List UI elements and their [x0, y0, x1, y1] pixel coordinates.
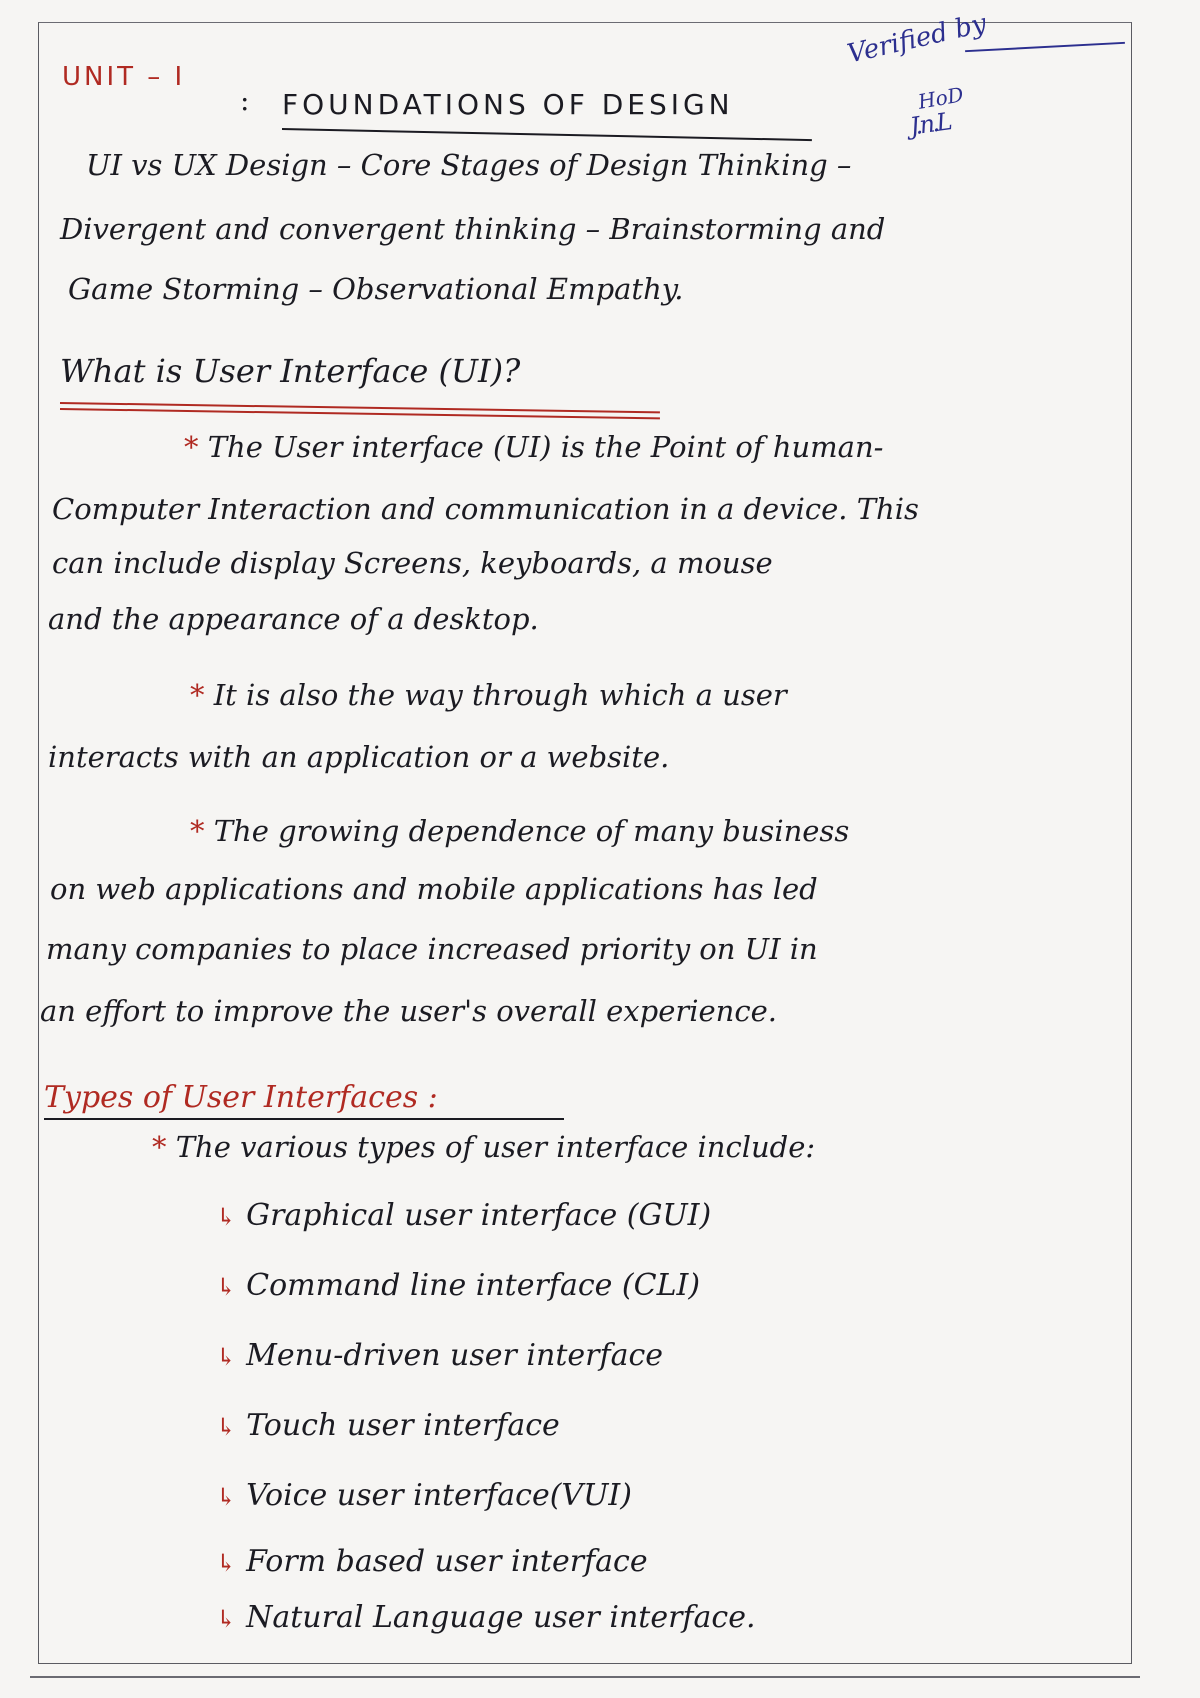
list-item-text: Graphical user interface (GUI)	[246, 1198, 712, 1233]
unit-label: UNIT – I	[62, 62, 186, 92]
syllabus-line: UI vs UX Design – Core Stages of Design Thinking –	[86, 148, 852, 182]
list-item	[216, 1478, 632, 1513]
paragraph-line: interacts with an application or a website.	[48, 740, 670, 774]
hod-note: HoD	[916, 82, 966, 114]
verified-by-note: Verified by	[844, 8, 990, 70]
syllabus-line: Divergent and convergent thinking – Brainstorming and	[60, 212, 886, 246]
list-item-text: Touch user interface	[246, 1408, 560, 1443]
paragraph-line	[184, 430, 883, 464]
signature: J.n.L	[908, 107, 952, 141]
paragraph-text: The User interface (UI) is the Point of human-	[207, 430, 884, 464]
section-heading-types: Types of User Interfaces :	[44, 1080, 438, 1115]
paragraph-line	[190, 678, 787, 712]
list-item-text: Form based user interface	[246, 1544, 648, 1579]
arrow-bullet-icon: ↳	[216, 1273, 237, 1301]
list-item-text: Voice user interface(VUI)	[246, 1478, 632, 1513]
page-title: FOUNDATIONS OF DESIGN	[282, 88, 734, 121]
arrow-bullet-icon: ↳	[216, 1483, 237, 1511]
page-bottom-rule	[30, 1676, 1140, 1678]
section-heading-ui: What is User Interface (UI)?	[60, 352, 521, 390]
paragraph-line: and the appearance of a desktop.	[48, 602, 539, 636]
list-item	[216, 1338, 663, 1373]
list-item-text: Menu-driven user interface	[246, 1338, 664, 1373]
paragraph-line: many companies to place increased priority on UI in	[46, 932, 818, 966]
arrow-bullet-icon: ↳	[216, 1413, 237, 1441]
bullet-star: *	[184, 430, 199, 464]
heading-underline	[44, 1118, 564, 1120]
list-item-text: Natural Language user interface.	[246, 1600, 756, 1635]
types-intro	[152, 1130, 815, 1164]
bullet-star: *	[152, 1130, 167, 1164]
list-item	[216, 1268, 700, 1303]
paragraph-line: on web applications and mobile applications has led	[50, 872, 818, 906]
bullet-star: *	[190, 814, 205, 848]
list-item	[216, 1600, 756, 1635]
arrow-bullet-icon: ↳	[216, 1343, 237, 1371]
list-item	[216, 1544, 648, 1579]
arrow-bullet-icon: ↳	[216, 1549, 237, 1577]
header-colon: :	[240, 84, 250, 117]
paragraph-line	[190, 814, 849, 848]
intro-text: The various types of user interface include:	[175, 1130, 816, 1164]
list-item	[216, 1198, 711, 1233]
paragraph-text: It is also the way through which a user	[213, 678, 787, 712]
bullet-star: *	[190, 678, 205, 712]
list-item-text: Command line interface (CLI)	[246, 1268, 701, 1303]
paragraph-line: an effort to improve the user's overall experience.	[40, 994, 777, 1028]
syllabus-line: Game Storming – Observational Empathy.	[68, 272, 684, 306]
paragraph-text: The growing dependence of many business	[213, 814, 850, 848]
arrow-bullet-icon: ↳	[216, 1203, 237, 1231]
list-item	[216, 1408, 560, 1443]
paragraph-line: can include display Screens, keyboards, a mouse	[52, 546, 773, 580]
arrow-bullet-icon: ↳	[216, 1605, 237, 1633]
paragraph-line: Computer Interaction and communication in a device. This	[52, 492, 919, 526]
